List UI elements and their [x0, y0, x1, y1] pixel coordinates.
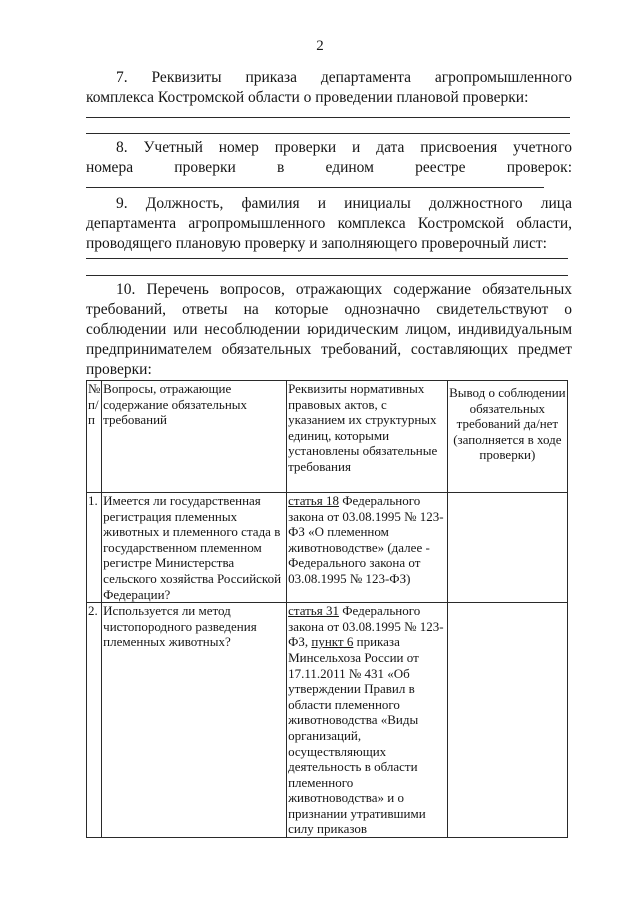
row-legal-act: [287, 493, 448, 603]
item-8-line-1: 8. Учетный номер проверки и дата присвоения учетного: [116, 139, 572, 156]
legal-act-text: Федерального закона от 03.08.1995 № 123-ФЗ,: [288, 603, 444, 650]
item-9-line-3: проводящего плановую проверку и заполняющего проверочный лист:: [86, 235, 547, 252]
legal-act-link[interactable]: статья 18: [288, 493, 339, 508]
item-7-line-1: 7. Реквизиты приказа департамента агропромышленного: [116, 69, 572, 86]
legal-act-text: Федерального закона от 03.08.1995 № 123-ФЗ «О племенном животноводстве» (далее - Федерального закона от 03.08.1995 № 123-ФЗ): [288, 493, 444, 586]
legal-act-link-2[interactable]: пункт 6: [311, 634, 354, 650]
row-number: 2.: [87, 603, 102, 838]
page-number: 2: [316, 38, 324, 54]
row-question: Имеется ли государственная регистрация племенных животных и племенного стада в государственном племенном регистре Министерства сельского хозяйства Российской Федерации?: [102, 493, 287, 603]
header-questions: Вопросы, отражающие содержание обязательных требований: [102, 381, 287, 493]
table-row: [87, 603, 568, 838]
item-7-fill-line-2: [86, 133, 570, 134]
item-8-fill-line: [86, 187, 544, 188]
item-10-line-2: требований, ответы на которые однозначно свидетельствуют о: [86, 301, 572, 318]
header-number: № п/п: [87, 381, 102, 493]
item-9-fill-line-2: [86, 275, 568, 276]
legal-act-link[interactable]: статья 31: [288, 603, 339, 619]
table-row: [87, 493, 568, 603]
item-8-line-2: номера проверки в едином реестре проверок:: [86, 159, 572, 176]
header-conclusion: Вывод о соблюдении обязательных требований да/нет (заполняется в ходе проверки): [447, 381, 567, 493]
item-10-text: [86, 280, 572, 380]
item-9-text: [86, 194, 572, 254]
item-9-fill-line-1: [86, 258, 568, 259]
row-conclusion-cell[interactable]: [447, 603, 567, 838]
requirements-table: [86, 380, 568, 838]
item-10-line-5: проверки:: [86, 361, 152, 378]
item-9-line-1: 9. Должность, фамилия и инициалы должностного лица: [116, 195, 572, 212]
item-7-line-2: комплекса Костромской области о проведении плановой проверки:: [86, 89, 529, 106]
item-8-text: [86, 138, 572, 178]
row-conclusion-cell[interactable]: [447, 493, 567, 603]
item-10-line-3: соблюдении или несоблюдении юридическим лицом, индивидуальным: [86, 321, 572, 338]
item-7-fill-line-1: [86, 117, 570, 118]
row-legal-act: [287, 603, 448, 838]
item-9-line-2: департамента агропромышленного комплекса Костромской области,: [86, 215, 572, 232]
row-number: 1.: [87, 493, 102, 603]
item-7-text: [86, 68, 572, 108]
row-question: Используется ли метод чистопородного разведения племенных животных?: [102, 603, 287, 838]
legal-act-text-2: приказа Минсельхоза России от 17.11.2011 № 431 «Об утверждении Правил в области племенного животноводства «Виды организаций, осуществляющих деятельность в области племенного животноводства» и о признании утратившими силу приказов: [288, 634, 426, 837]
item-10-line-1: 10. Перечень вопросов, отражающих содержание обязательных: [116, 281, 572, 298]
table-header-row: [87, 381, 568, 493]
header-legal-acts: Реквизиты нормативных правовых актов, с указанием их структурных единиц, которыми установлены обязательные требования: [287, 381, 448, 493]
item-10-line-4: предпринимателем обязательных требований, составляющих предмет: [86, 341, 572, 358]
